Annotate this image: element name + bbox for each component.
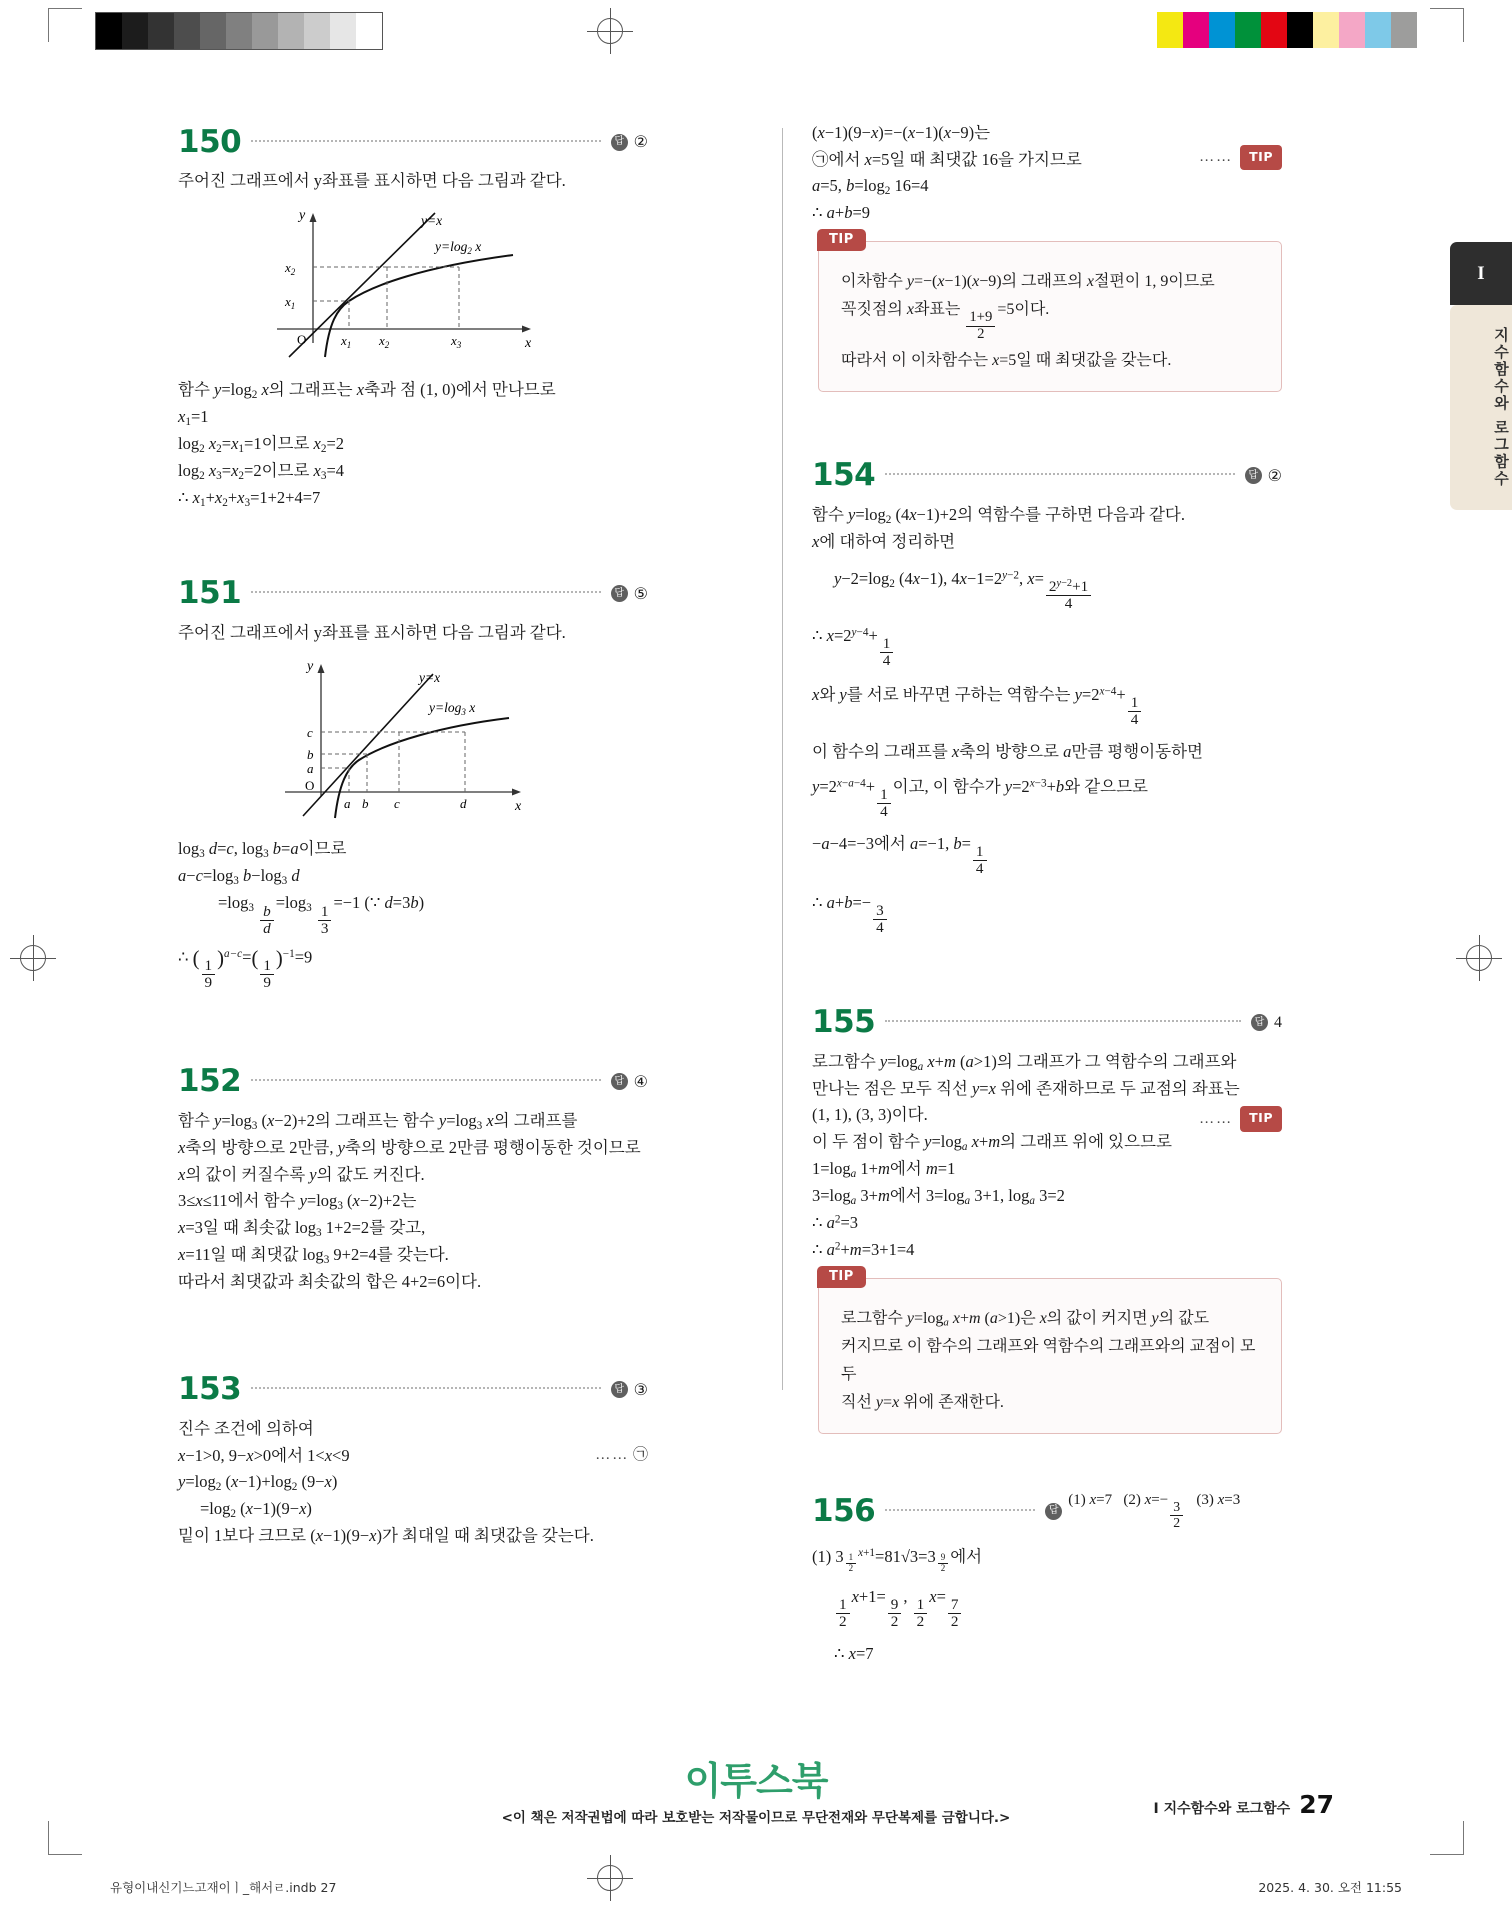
tip-line: 직선 y=x 위에 존재한다.	[841, 1393, 1004, 1411]
svg-text:x: x	[515, 799, 522, 815]
figure-graph-151	[178, 656, 648, 824]
problem-155-answer	[1241, 1014, 1282, 1032]
tip-box-153	[818, 232, 1282, 392]
problem-153-solution	[178, 1416, 648, 1550]
problem-151-after	[178, 836, 648, 992]
problem-156-answer-value: (1) x=7 (2) x=− $\frac{3}{2}$ (3) x=3	[1068, 1492, 1241, 1530]
problem-155	[812, 1001, 1282, 1434]
solution-line: 이 두 점이 함수 $y=\log_a$ x+m의 그래프 위에 있으므로	[812, 1132, 1172, 1153]
solution-line: 함수 $y=\log_2$ (4x−1)+2의 역함수를 구하면 다음과 같다.	[812, 504, 1185, 526]
solution-line: 로그함수 $y=\log_a$ x+m (a>1)의 그래프가 그 역함수의 그래프와	[812, 1051, 1237, 1073]
chapter-roman-numeral: I	[1450, 242, 1512, 305]
problem-151-solution	[178, 620, 648, 647]
svg-text:a: a	[307, 761, 314, 777]
solution-line: ∴ $a^2=3$	[812, 1213, 859, 1233]
solution-line: $=\log_3$ $\frac{b}{d}$ $=\log_3$ $\frac{1}{3}$ =−1 (∵ d=3b)	[218, 893, 425, 937]
tip-marker-153: …… TIP	[1199, 145, 1282, 170]
tip-line: 로그함수 $y=\log_a$ x+m (a>1)은 x의 값이 커지면 y의 값도	[841, 1309, 1210, 1329]
solution-line: $3=\log_a$ 3+m에서 $3=\log_a$ 3+1, $\log_a 3=2$	[812, 1186, 1065, 1207]
problem-151-header	[178, 572, 648, 616]
answer-icon: 답	[611, 1381, 628, 1398]
solution-line: (x−1)(9−x)=−(x−1)(x−9)는	[812, 123, 991, 142]
problem-150-answer	[601, 132, 648, 152]
solution-line: $\log_2 x_3=x_2=2$이므로 $x_3=4$	[178, 460, 345, 482]
tip-label: TIP	[817, 1266, 866, 1288]
svg-text:y=log3 x: $y=\log_3$ x	[429, 700, 476, 718]
tip-label: TIP	[817, 229, 866, 251]
problem-155-number: 155	[812, 1004, 876, 1041]
solution-line: ∴ $a^2+m=3+1=4$	[812, 1239, 915, 1259]
problem-152-answer	[601, 1072, 648, 1092]
page-number: 27	[1299, 1790, 1334, 1819]
problem-151-answer-value: ⑤	[633, 585, 648, 603]
solution-line: −a−4=−3에서 a=−1, b= $\frac{1}{4}$	[812, 831, 1282, 878]
tip-box-155-content	[841, 1305, 1263, 1417]
answer-icon: 답	[611, 585, 628, 602]
leader-dots	[251, 590, 600, 593]
solution-line: 진수 조건에 의하여	[178, 1418, 314, 1438]
problem-152-header	[178, 1060, 648, 1104]
tip-line: 따라서 이 이차함수는 x=5일 때 최댓값을 갖는다.	[841, 351, 1172, 369]
svg-text:b: b	[307, 747, 314, 763]
svg-text:b: b	[362, 796, 369, 812]
problem-154-number: 154	[812, 457, 876, 494]
svg-text:y=log2 x: $y=\log_2$ x	[435, 238, 482, 256]
solution-line: $y=2^{x-a-4}+$ $\frac{1}{4}$ 이고, 이 함수가 $y=2^{x-3}+b$와 같으므로	[812, 776, 1148, 821]
svg-text:x3: $x_3$	[451, 332, 462, 350]
problem-156	[812, 1490, 1282, 1668]
problem-156-solution	[812, 1544, 1282, 1668]
problem-152-answer-value: ④	[633, 1073, 648, 1091]
problem-151-answer	[601, 584, 648, 604]
tip-line: 이차함수 y=−(x−1)(x−9)의 그래프의 x절편이 1, 9이므로	[841, 273, 1215, 291]
svg-text:d: d	[460, 796, 467, 812]
solution-line: 주어진 그래프에서 y좌표를 표시하면 다음 그림과 같다.	[178, 171, 566, 190]
reference-marker-153: …… ㉠	[595, 1446, 648, 1463]
answer-icon: 답	[1245, 467, 1262, 484]
solution-line: ∴ $x_1+x_2+x_3=1+2+4=7$	[178, 487, 321, 509]
problem-150-header	[178, 120, 648, 164]
chapter-side-label: 지수함수와 로그함수	[1492, 326, 1510, 488]
solution-line: x=3일 때 최솟값 $\log_3 1+2=2$를 갖고,	[178, 1218, 426, 1240]
problem-150-solution	[178, 168, 648, 195]
problem-154-solution	[812, 502, 1282, 937]
solution-line: $a-c=\log_3$ $b-\log_3$ d	[178, 866, 300, 888]
tip-line: 꼭짓점의 x좌표는 $\frac{1+9}{2}$ =5이다.	[841, 301, 1050, 343]
solution-line: $y-2=\log_2$ (4x−1), $4x-1=2^{y-2}$, x= $\frac{2^{y-2}+1}{4}$	[812, 566, 1282, 613]
solution-line: 주어진 그래프에서 y좌표를 표시하면 다음 그림과 같다.	[178, 622, 566, 642]
solution-line: ∴ $x=2^{y-4}+$ $\frac{1}{4}$	[812, 623, 1282, 670]
svg-text:y=x: y=x	[421, 212, 443, 228]
svg-text:y: y	[307, 659, 314, 675]
problem-155-answer-value: 4	[1274, 1013, 1282, 1031]
tip-chip: TIP	[1240, 1106, 1282, 1131]
solution-line: x=11일 때 최댓값 $\log_3 9+2=4$를 갖는다.	[178, 1245, 449, 1267]
problem-151	[178, 572, 648, 992]
leader-dots	[251, 139, 600, 142]
solution-line: $\frac{1}{2}$ x+1= $\frac{9}{2}$ , $\frac{1}{2}$ x= $\frac{7}{2}$	[812, 1584, 1282, 1631]
problem-153-number: 153	[178, 1371, 242, 1408]
tip-box-153-content	[841, 268, 1263, 375]
svg-text:y: y	[299, 207, 306, 223]
solution-line: 만나는 점은 모두 직선 y=x 위에 존재하므로 두 교점의 좌표는	[812, 1078, 1240, 1098]
problem-156-number: 156	[812, 1493, 876, 1529]
solution-line: x축의 방향으로 2만큼, y축의 방향으로 2만큼 평행이동한 것이므로	[178, 1137, 641, 1157]
svg-text:x2: $x_2$	[285, 259, 296, 277]
solution-line: $x_1=1$	[178, 406, 209, 428]
problem-152	[178, 1060, 648, 1296]
solution-line: 함수 $y=\log_2$ x의 그래프는 x축과 점 (1, 0)에서 만나므로	[178, 379, 556, 401]
copyright-notice: <이 책은 저작권법에 따라 보호받는 저작물이므로 무단전재와 무단복제를 금합니다.>	[501, 1810, 1011, 1826]
solution-line: ∴ ( $\frac{1}{9}$ )$^{a-c}$=( $\frac{1}{9}$ )$^{-1}$=9	[178, 947, 313, 992]
svg-text:y=x: y=x	[419, 670, 441, 686]
solution-line: ∴ a+b=− $\frac{3}{4}$	[812, 890, 1282, 937]
svg-text:x1: $x_1$	[341, 332, 352, 350]
problem-153	[178, 1368, 648, 1550]
publisher-logo: 이투스북	[684, 1759, 828, 1803]
leader-dots	[251, 1078, 600, 1081]
answer-icon: 답	[1045, 1503, 1062, 1520]
problem-155-header	[812, 1001, 1282, 1045]
solution-line: 밑이 1보다 크므로 (x−1)(9−x)가 최대일 때 최댓값을 갖는다.	[178, 1526, 594, 1546]
solution-line: $\log_2 x_2=x_1=1$이므로 $x_2=2$	[178, 433, 345, 455]
solution-line: x의 값이 커질수록 y의 값도 커진다.	[178, 1164, 425, 1184]
tip-line: 커지므로 이 함수의 그래프와 역함수의 그래프와의 교점이 모두	[841, 1337, 1256, 1383]
graph-151-svg	[263, 656, 563, 824]
print-date-mark: 2025. 4. 30. 오전 11:55	[1258, 1880, 1402, 1895]
svg-text:O: O	[297, 331, 307, 347]
left-column	[178, 120, 648, 1554]
tip-box-155	[818, 1268, 1282, 1434]
svg-text:x1: $x_1$	[285, 293, 296, 311]
solution-line: x−1>0, 9−x>0에서 1<x<9 …… ㉠	[178, 1443, 648, 1470]
svg-text:x2: $x_2$	[379, 332, 390, 350]
problem-154-header	[812, 454, 1282, 498]
right-column	[812, 120, 1282, 1671]
solution-line: 따라서 최댓값과 최솟값의 합은 4+2=6이다.	[178, 1272, 482, 1292]
solution-line: (1, 1), (3, 3)이다. …… TIP	[812, 1102, 1282, 1129]
problem-153-answer-value: ③	[633, 1381, 648, 1399]
svg-text:c: c	[394, 796, 400, 812]
problem-153-continued	[812, 120, 1282, 227]
svg-text:O: O	[305, 778, 315, 794]
solution-line: $=\log_2$ (x−1)(9−x)	[200, 1499, 312, 1521]
solution-line: $1=\log_a$ 1+m에서 m=1	[812, 1159, 956, 1180]
solution-line: ∴ a+b=9	[812, 203, 870, 223]
answer-icon: 답	[1251, 1014, 1268, 1031]
problem-150-number: 150	[178, 123, 242, 160]
figure-graph-150	[178, 205, 648, 365]
problem-153-answer	[601, 1380, 648, 1400]
problem-156-answer	[1035, 1492, 1240, 1530]
solution-line: 이 함수의 그래프를 x축의 방향으로 a만큼 평행이동하면	[812, 741, 1203, 761]
chapter-side-tab	[1450, 262, 1512, 510]
svg-text:x: x	[525, 335, 532, 351]
column-divider	[782, 128, 783, 1390]
svg-text:c: c	[307, 725, 313, 741]
problem-152-solution	[178, 1108, 648, 1296]
answer-icon: 답	[611, 1073, 628, 1090]
solution-line: x에 대하여 정리하면	[812, 531, 956, 551]
solution-line: $\log_3 d=c$, $\log_3 b=a$이므로	[178, 839, 347, 861]
solution-line: (1) 3 $^{\frac{1}{2} x+1}$=81√3=3 $^{\frac{9}{2}}$ 에서	[812, 1546, 983, 1573]
solution-line: $y=\log_2$ $(x-1)+\log_2$ (9−x)	[178, 1472, 338, 1494]
solution-line: 함수 $y=\log_3$ (x−2)+2의 그래프는 함수 $y=\log_3$ x의 그래프를	[178, 1110, 578, 1132]
problem-152-number: 152	[178, 1063, 242, 1100]
problem-150-answer-value: ②	[633, 134, 648, 151]
answer-icon: 답	[611, 134, 628, 151]
svg-text:a: a	[344, 796, 351, 812]
solution-line: x와 y를 서로 바꾸면 구하는 역함수는 $y=2^{x-4}+$ $\frac{1}{4}$	[812, 682, 1282, 729]
solution-line: ∴ x=7	[834, 1643, 874, 1663]
print-file-mark: 유형이내신기느고재이ㅣ_해서ㄹ.indb 27	[110, 1880, 337, 1895]
leader-dots	[885, 472, 1234, 475]
leader-dots	[885, 1019, 1241, 1022]
problem-155-solution	[812, 1049, 1282, 1264]
footer-chapter: I 지수함수와 로그함수	[1153, 1801, 1291, 1817]
solution-line: a=5, $b=\log_2$ 16=4	[812, 176, 929, 198]
problem-153-header	[178, 1368, 648, 1412]
problem-154-answer	[1235, 466, 1282, 486]
problem-150-after	[178, 377, 648, 512]
problem-151-number: 151	[178, 575, 242, 612]
leader-dots	[251, 1386, 600, 1389]
page-footer	[1154, 1790, 1334, 1819]
graph-150-svg	[263, 205, 563, 365]
solution-line: 3≤x≤11에서 함수 $y=\log_3$ (x−2)+2는	[178, 1191, 417, 1213]
problem-156-header	[812, 1490, 1282, 1534]
leader-dots	[885, 1508, 1035, 1511]
solution-line: ㉠에서 x=5일 때 최댓값 16을 가지므로 …… TIP	[812, 147, 1282, 174]
tip-chip: TIP	[1240, 145, 1282, 170]
problem-154-answer-value: ②	[1267, 467, 1282, 485]
problem-150	[178, 120, 648, 512]
problem-154	[812, 454, 1282, 937]
tip-marker-155: …… TIP	[1199, 1106, 1282, 1131]
